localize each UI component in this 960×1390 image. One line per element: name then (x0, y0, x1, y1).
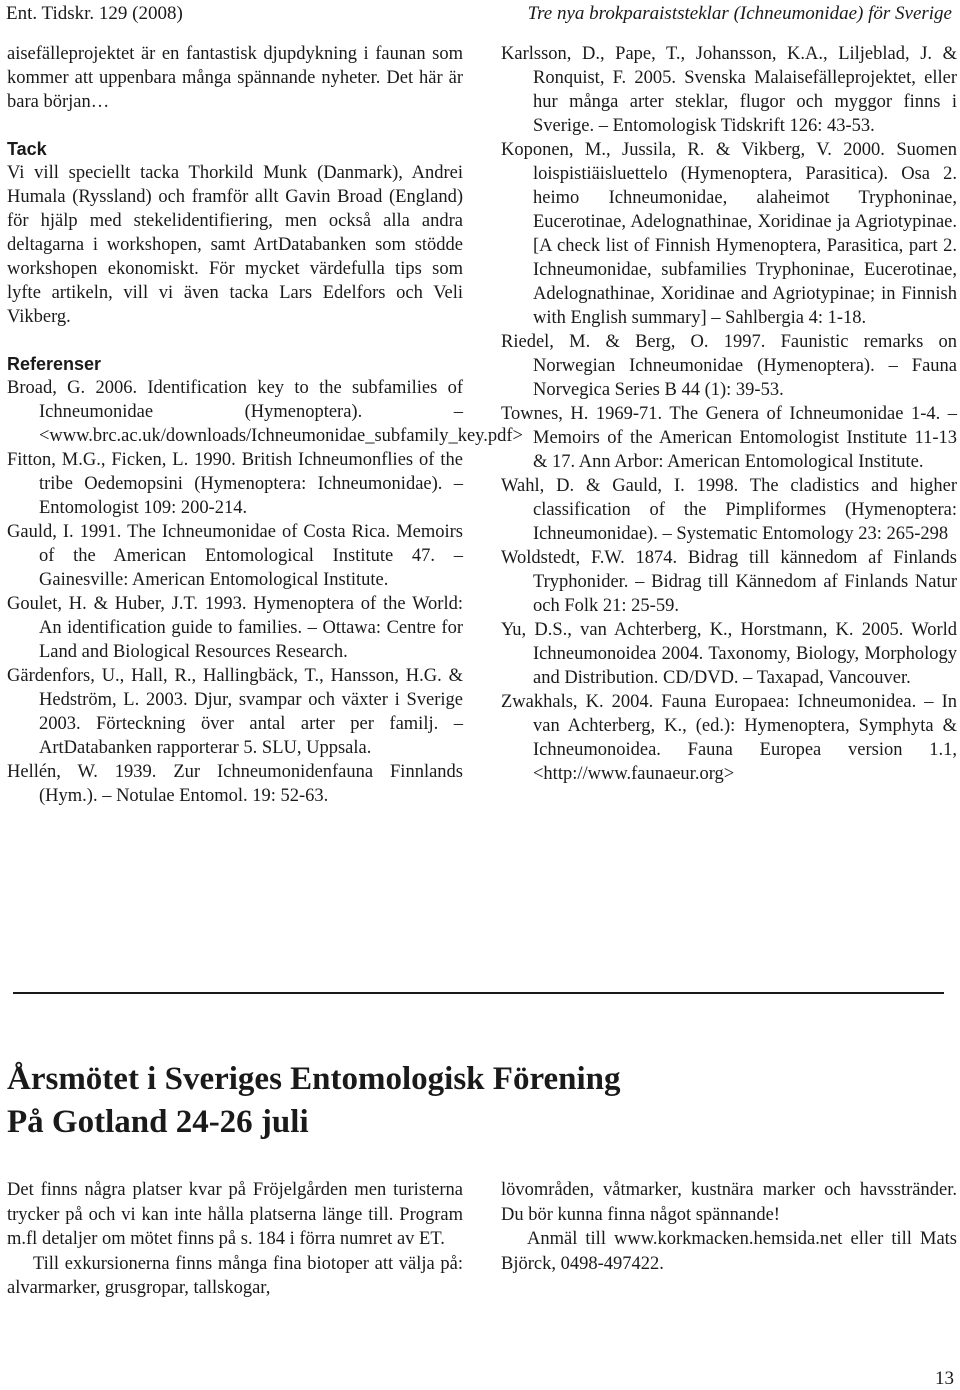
journal-header: Ent. Tidskr. 129 (2008) (6, 3, 183, 24)
announcement-title (7, 1058, 927, 1144)
reference-item: Gärdenfors, U., Hall, R., Hallingbäck, T., Hansson, H.G. & Hedström, L. 2003. Djur, svampar och växter i Sverige 2003. Förteckning över antal arter per familj. – ArtDatabanken rapporterar 5. SLU, Uppsala. (7, 666, 463, 758)
right-column (501, 42, 957, 786)
page-number: 13 (935, 1368, 954, 1389)
tack-paragraph: Vi vill speciellt tacka Thorkild Munk (Danmark), Andrei Humala (Ryssland) och framför allt Gavin Broad (England) för hjälp med stekelidentifiering, men också alla andra deltagarna i workshopen, samt ArtDatabanken som stödde workshopen ekonomiskt. För mycket värdefulla tips som lyfte artikeln, vill vi även tacka Lars Edelfors och Veli Vikberg. (7, 163, 463, 327)
reference-item: Wahl, D. & Gauld, I. 1998. The cladistics and higher classification of the Pimpliformes (Hymenoptera: Ichneumonidae). – Systematic Entomology 23: 265-298 (501, 476, 957, 544)
intro-paragraph: aisefälleprojektet är en fantastisk djupdykning i faunan som kommer att uppenbara många spännande nyheter. Det här är bara början… (7, 44, 463, 112)
announcement-paragraph: Till exkursionerna finns många fina biotoper att välja på: alvarmarker, grusgropar, tallskogar, (7, 1253, 463, 1298)
reference-item: Yu, D.S., van Achterberg, K., Horstmann, K. 2005. World Ichneumonoidea 2004. Taxonomy, Biology, Morphology and Distribution. CD/DVD. – Taxapad, Vancouver. (501, 620, 957, 688)
section-divider (13, 992, 944, 994)
reference-item: Riedel, M. & Berg, O. 1997. Faunistic remarks on Norwegian Ichneumonidae (Hymenoptera). – Fauna Norvegica Series B 44 (1): 39-53. (501, 332, 957, 400)
announcement-title-line2: På Gotland 24-26 juli (7, 1104, 309, 1140)
tack-heading: Tack (7, 139, 47, 159)
announcement-title-line1: Årsmötet i Sveriges Entomologisk Förening (7, 1061, 621, 1097)
reference-item: Goulet, H. & Huber, J.T. 1993. Hymenoptera of the World: An identification guide to families. – Ottawa: Centre for Land and Biological Resources Research. (7, 594, 463, 662)
reference-item: Zwakhals, K. 2004. Fauna Europaea: Ichneumonidea. – In van Achterberg, K., (ed.): Hymenoptera, Symphyta & Ichneumonoidea. Fauna Europea version 1.1, <http://www.faunaeur.org> (501, 692, 957, 784)
announcement-paragraph: Anmäl till www.korkmacken.hemsida.net eller till Mats Björck, 0498-497422. (501, 1229, 957, 1274)
reference-item: Karlsson, D., Pape, T., Johansson, K.A., Liljeblad, J. & Ronquist, F. 2005. Svenska Malaisefälleprojektet, eller hur många arter steklar, flugor och myggor finns i Sverige. – Entomologisk Tidskrift 126: 43-53. (501, 44, 957, 136)
announcement-paragraph: lövområden, våtmarker, kustnära marker och havsstränder. Du bör kunna finna något spännande! (501, 1180, 957, 1225)
reference-item: Townes, H. 1969-71. The Genera of Ichneumonidae 1-4. – Memoirs of the American Entomologist Institute 11-13 & 17. Ann Arbor: American Entomological Institute. (501, 404, 957, 472)
reference-item: Gauld, I. 1991. The Ichneumonidae of Costa Rica. Memoirs of the American Entomological Institute 47. – Gainesville: American Entomological Institute. (7, 522, 463, 590)
reference-item: Fitton, M.G., Ficken, L. 1990. British Ichneumonflies of the tribe Oedemopsini (Hymenoptera: Ichneumonidae). – Entomologist 109: 200-214. (7, 450, 463, 518)
announcement-paragraph: Det finns några platser kvar på Fröjelgården men turisterna trycker på och vi kan inte hålla platserna länge till. Program m.fl detaljer om mötet finns på s. 184 i förra numret av ET. (7, 1180, 463, 1249)
announcement-right-column (501, 1178, 957, 1276)
reference-item: Woldstedt, F.W. 1874. Bidrag till kännedom af Finlands Tryphonider. – Bidrag till Kännedom af Finlands Natur och Folk 21: 25-59. (501, 548, 957, 616)
running-title: Tre nya brokparaiststeklar (Ichneumonidae) för Sverige (527, 3, 952, 24)
announcement-left-column (7, 1178, 463, 1301)
reference-item: Broad, G. 2006. Identification key to the subfamilies of Ichneumonidae (Hymenoptera). – <www.brc.ac.uk/downloads/Ichneumonidae_subfamily_key.pdf> (7, 378, 523, 446)
reference-item: Hellén, W. 1939. Zur Ichneumonidenfauna Finnlands (Hym.). – Notulae Entomol. 19: 52-63. (7, 762, 463, 806)
reference-item: Koponen, M., Jussila, R. & Vikberg, V. 2000. Suomen loispistiäisluettelo (Hymenoptera, Parasitica). Osa 2. heimo Ichneumonidae, alaheimot Tryphoninae, Eucerotinae, Adelognathinae, Xoridinae ja Agriotypinae. [A check list of Finnish Hymenoptera, Parasitica, part 2. Ichneumonidae, subfamilies Tryphoninae, Eucerotinae, Adelognathinae, Xoridinae and Agriotypinae; in Finnish with English summary] – Sahlbergia 4: 1-18. (501, 140, 957, 328)
left-column (7, 42, 523, 808)
references-heading: Referenser (7, 354, 102, 374)
